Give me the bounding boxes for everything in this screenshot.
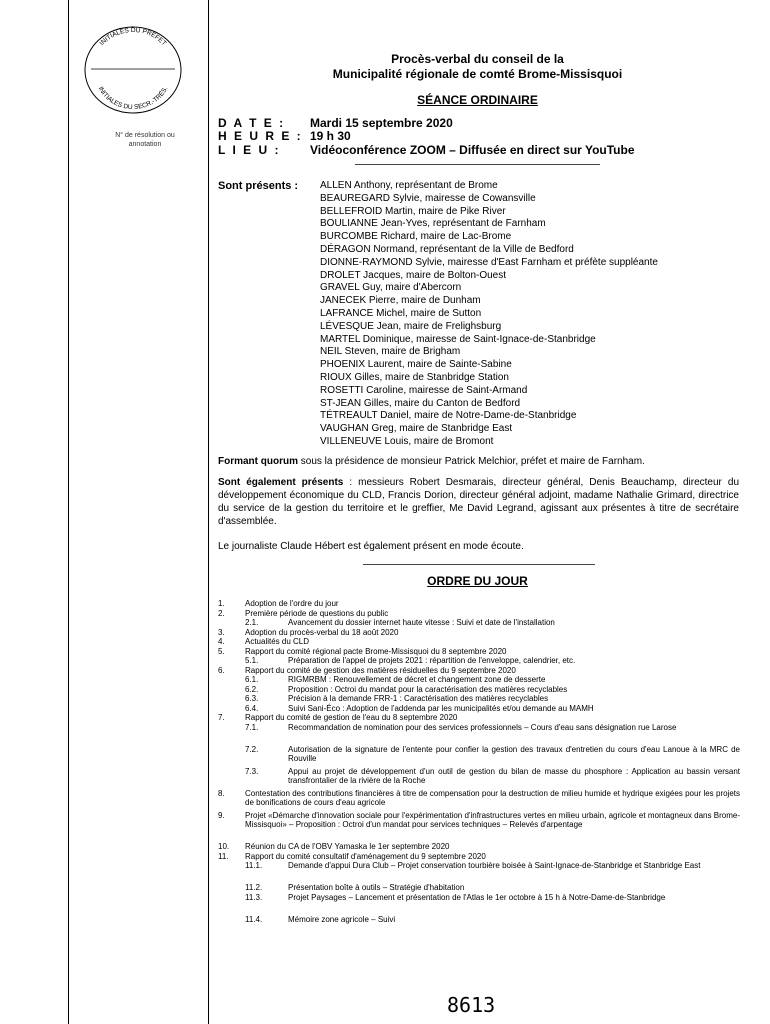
date-value: Mardi 15 septembre 2020: [310, 116, 453, 130]
agenda-item-text: Avancement du dossier internet haute vitesse : Suivi et date de l'installation: [288, 618, 555, 627]
agenda-item-text: Rapport du comité de gestion des matières résiduelles du 9 septembre 2020: [245, 665, 516, 675]
present-item: LÉVESQUE Jean, maire de Frelighsburg: [320, 320, 502, 332]
date-label: D A T E :: [218, 116, 286, 130]
agenda-item-number: 6.2.: [245, 684, 259, 694]
agenda-item: [218, 811, 740, 840]
agenda-item-text: Rapport du comité consultatif d'aménagement du 9 septembre 2020: [245, 851, 486, 861]
present-item: ROSETTI Caroline, mairesse de Saint-Armand: [320, 384, 528, 396]
header-date-row: [218, 116, 453, 130]
present-item: GRAVEL Guy, maire d'Abercorn: [320, 282, 462, 294]
agenda-item-text: Réunion du CA de l'OBV Yamaska le 1er septembre 2020: [245, 842, 450, 851]
agenda-item-number: 2.1.: [245, 618, 259, 627]
agenda-item-text: Proposition : Octroi du mandat pour la caractérisation des matières recyclables: [288, 684, 568, 694]
present-item: JANECEK Pierre, maire de Dunham: [320, 295, 481, 307]
also-present-bold: Sont également présents: [218, 477, 344, 488]
seal-bottom-text: INITIALES DU SECR.-TRÉS.: [96, 85, 170, 112]
agenda-item-number: 7.2.: [245, 744, 259, 754]
agenda-item: [245, 893, 740, 912]
present-item: BELLEFROID Martin, maire de Pike River: [320, 205, 506, 217]
agenda-item-text: Recommandation de nomination pour des services professionnels – Cours d'eau sans désignation rue Larose: [288, 722, 677, 732]
agenda-item-text: RIGMRBM : Renouvellement de décret et changement zone de desserte: [288, 675, 546, 684]
agenda-item-text: Préparation de l'appel de projets 2021 : répartition de l'enveloppe, calendrier, etc.: [288, 656, 576, 665]
agenda-item-number: 3.: [218, 627, 225, 637]
agenda-item-number: 10.: [218, 842, 230, 851]
agenda-item-number: 5.: [218, 646, 225, 656]
agenda-item-number: 11.4.: [245, 914, 263, 924]
place-value: Vidéoconférence ZOOM – Diffusée en direct sur YouTube: [310, 143, 635, 157]
agenda-item: [218, 852, 740, 862]
margin-rule-right: [208, 0, 209, 1024]
agenda-item-number: 7.1.: [245, 722, 259, 732]
seal-top-text: INITIALES DU PRÉFET: [98, 26, 168, 48]
agenda-item: [245, 723, 740, 742]
agenda-item-number: 6.: [218, 665, 225, 675]
agenda-item-number: 7.3.: [245, 766, 259, 776]
agenda-item-number: 8.: [218, 788, 225, 798]
agenda-item: [245, 767, 740, 786]
agenda-item: [245, 675, 740, 685]
agenda-item-text: Rapport du comité régional pacte Brome-Missisquoi du 8 septembre 2020: [245, 646, 507, 656]
agenda-item-number: 6.3.: [245, 694, 259, 703]
agenda-item: [245, 694, 740, 704]
present-item: TÉTREAULT Daniel, maire de Notre-Dame-de-Stanbridge: [320, 410, 577, 422]
agenda-item: [218, 637, 740, 647]
agenda-item: [245, 861, 740, 880]
agenda-item-number: 6.1.: [245, 675, 259, 684]
page-number: 8613: [447, 993, 496, 1017]
agenda-item-text: Appui au projet de développement d'un outil de gestion du bilan de masse du phosphore : Application au bassin versant transfrontalier de la rivière de la Roche: [288, 766, 740, 785]
present-list: [320, 180, 658, 449]
agenda-item: [218, 713, 740, 723]
agenda-item: [245, 656, 740, 666]
journalist-paragraph: Le journaliste Claude Hébert est également présent en mode écoute.: [218, 541, 524, 552]
present-item: ST-JEAN Gilles, maire du Canton de Bedford: [320, 397, 521, 409]
agenda-item: [245, 704, 740, 714]
header-place-row: [218, 143, 635, 157]
agenda-item: [218, 666, 740, 676]
also-present-text: : messieurs Robert Desmarais, directeur général, Denis Beauchamp, directeur du développement économique du CLD, Francis Dorion, directeur général adjoint, madame Nathalie Grimard, directrice du service de la gestion du territoire et le greffier, Me David Legrand, agissant aux présentes à titre de secrétaire d'assemblée.: [218, 477, 740, 527]
time-label: H E U R E :: [218, 129, 303, 143]
page-title-line1: Procès-verbal du conseil de la: [391, 52, 564, 66]
agenda-item-number: 1.: [218, 599, 225, 608]
present-item: DROLET Jacques, maire de Bolton-Ouest: [320, 269, 507, 281]
agenda-item-text: Adoption du procès-verbal du 18 août 2020: [245, 627, 399, 637]
agenda-item-number: 2.: [218, 608, 225, 618]
agenda-item: [245, 745, 740, 764]
agenda-item-number: 11.: [218, 851, 229, 861]
present-item: MARTEL Dominique, mairesse de Saint-Ignace-de-Stanbridge: [320, 333, 596, 345]
initials-seal: [83, 25, 183, 115]
agenda-item-number: 4.: [218, 637, 225, 646]
agenda-item-number: 11.1.: [245, 861, 263, 870]
present-item: DIONNE-RAYMOND Sylvie, mairesse d'East Farnham et préfète suppléante: [320, 256, 658, 268]
agenda-item-text: Première période de questions du public: [245, 608, 389, 618]
separator-agenda: [363, 564, 595, 565]
agenda-item-text: Rapport du comité de gestion de l'eau du 8 septembre 2020: [245, 713, 458, 722]
agenda-item-text: Autorisation de la signature de l'entente pour confier la gestion des travaux d'entretien du cours d'eau Lanoue à la MRC de Rouville: [288, 744, 740, 763]
agenda-item-number: 9.: [218, 810, 225, 820]
present-item: VILLENEUVE Louis, maire de Bromont: [320, 435, 494, 447]
present-item: BEAUREGARD Sylvie, mairesse de Cowansville: [320, 192, 536, 204]
time-value: 19 h 30: [310, 129, 351, 143]
agenda-title: ORDRE DU JOUR: [427, 574, 528, 588]
present-item: NEIL Steven, maire de Brigham: [320, 346, 461, 358]
place-label: L I E U :: [218, 143, 281, 157]
header-time-row: [218, 129, 351, 143]
margin-rule-left: [68, 0, 69, 1024]
agenda-item-text: Projet «Démarche d'innovation sociale pour l'expérimentation d'infrastructures vertes en milieu urbain, agricole et montagneux dans Brome-Missisquoi» – Proposition : Octroi d'un mandat pour services techniques – Relevés d'arpentage: [245, 810, 740, 829]
present-item: DÉRAGON Normand, représentant de la Ville de Bedford: [320, 243, 574, 255]
present-item: ALLEN Anthony, représentant de Brome: [320, 180, 498, 191]
agenda-item-text: Actualités du CLD: [245, 637, 310, 646]
agenda-item-text: Adoption de l'ordre du jour: [245, 599, 339, 608]
agenda-item-number: 6.4.: [245, 703, 259, 713]
agenda-item: [245, 618, 740, 628]
present-item: LAFRANCE Michel, maire de Sutton: [320, 307, 482, 319]
quorum-bold: Formant quorum: [218, 456, 298, 467]
agenda-item: [218, 842, 740, 852]
also-present-paragraph: [218, 476, 739, 528]
quorum-text: sous la présidence de monsieur Patrick Melchior, préfet et maire de Farnham.: [298, 456, 645, 467]
present-item: PHOENIX Laurent, maire de Sainte-Sabine: [320, 359, 512, 371]
agenda-item-number: 5.1.: [245, 656, 259, 665]
agenda-item-text: Demande d'appui Dura Club – Projet conservation tourbière boisée à Saint-Ignace-de-Stanbridge et Stanbridge East: [288, 861, 701, 870]
present-item: RIOUX Gilles, maire de Stanbridge Station: [320, 371, 509, 383]
agenda-item-text: Précision à la demande FRR-1 : Caractérisation des matières recyclables: [288, 694, 549, 703]
resolution-margin-note: N° de résolution ou annotation: [115, 132, 175, 148]
agenda-item: [218, 789, 740, 808]
separator-header: [355, 164, 600, 165]
agenda-item: [218, 628, 740, 638]
present-item: VAUGHAN Greg, maire de Stanbridge East: [320, 423, 513, 435]
present-item: BOULIANNE Jean-Yves, représentant de Farnham: [320, 218, 546, 230]
agenda-item-text: Projet Paysages – Lancement et présentation de l'Atlas le 1er octobre à 15 h à Notre-Dame-de-Stanbridge: [288, 892, 666, 902]
page-title-line2: Municipalité régionale de comté Brome-Missisquoi: [332, 67, 623, 81]
agenda-item: [218, 609, 740, 619]
agenda-item: [218, 647, 740, 657]
agenda-item: [245, 883, 740, 893]
agenda-item: [245, 685, 740, 695]
agenda-item-number: 11.2.: [245, 883, 263, 892]
agenda-item-text: Mémoire zone agricole – Suivi: [288, 914, 396, 924]
present-label: Sont présents :: [218, 180, 299, 192]
agenda-item-text: Présentation boîte à outils – Stratégie d'habitation: [288, 883, 465, 892]
present-item: BURCOMBE Richard, maire de Lac-Brome: [320, 231, 512, 243]
agenda-item: [218, 599, 740, 609]
agenda-item: [245, 915, 740, 925]
agenda-item-number: 7.: [218, 713, 225, 722]
agenda-item-text: Suivi Sani-Éco : Adoption de l'addenda par les municipalités et/ou demande au MAMH: [288, 703, 594, 713]
agenda-item-text: Contestation des contributions financières à titre de compensation pour la destruction de milieu humide et hydrique exigées pour les projets de bonifications de cours d'eau agricole: [245, 788, 740, 807]
session-type: SÉANCE ORDINAIRE: [417, 93, 538, 107]
quorum-paragraph: [218, 455, 739, 468]
agenda-item-number: 11.3.: [245, 892, 263, 902]
